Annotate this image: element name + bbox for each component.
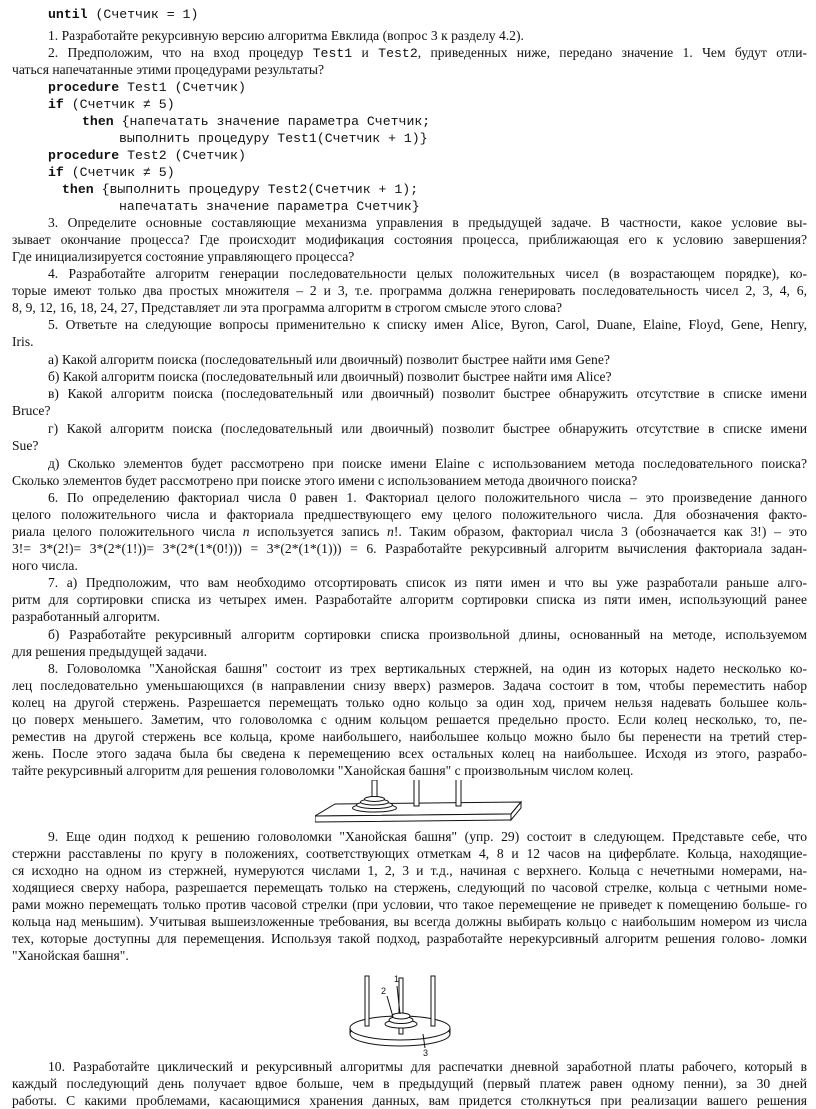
task-9-line-4: ходящиеся сверху набора, разрешается перемещать только на стержень, следующий по часовой стрелке, кольца с четными номе- [12, 880, 807, 895]
task-4-line-2: торые имеют только два простых множителя – 2 и 3, т.е. программа должна генерировать последовательность чисел 2, 3, 4, 6, [12, 283, 807, 298]
code-procedure-test1 [48, 79, 246, 96]
hanoi-tower-figure [315, 780, 525, 826]
task-9-line-1: 9. Еще один подход к решению головоломки "Ханойская башня" (упр. 29) состоит в следующем. Представьте себе, что [48, 829, 807, 844]
task-9-line-2: стержни расставлены по кругу в положениях, соответствующих отметкам 4, 8 и 12 часов на циферблате. Кольца, находящие- [12, 846, 807, 861]
code-then-2 [62, 181, 418, 198]
task-5-d-line-1: д) Сколько элементов будет рассмотрено при поиске имени Elaine с использованием метода последовательного поиска? [48, 456, 807, 471]
task-5-d-line-2: Сколько элементов будет рассмотрено при поиске этого имени с использованием метода двоичного поиска? [12, 473, 638, 488]
task-5-line-1: 5. Ответьте на следующие вопросы применительно к списку имен Alice, Byron, Carol, Duane, Elaine, Floyd, Gene, Henry, [48, 317, 807, 332]
task-6-text-c: !. Таким образом, факториал числа 3 (обозначается как 3!) – это [393, 524, 807, 539]
task-9-line-3: ся исходно на одном из стержней, нумеруются числами 1, 2, 3 и т.д., начиная с верхнего. Кольца с нечетными номерами, на- [12, 863, 807, 878]
task-7-b-line-2: для решения предыдущей задачи. [12, 644, 208, 659]
task-2-text-b: , приведенных ниже, передано значение 1. Чем будут отли- [417, 45, 807, 60]
keyword-if: if [48, 165, 64, 180]
task-6-var-n2: n [387, 524, 394, 539]
task-2-test1: Test1 [312, 46, 353, 61]
task-9-line-8: "Ханойская башня". [12, 948, 129, 963]
code-then-2-cont: напечатать значение параметра Счетчик} [119, 199, 420, 214]
task-3-line-3: Где инициализируется состояние управляющего процесса? [12, 249, 355, 264]
task-6-line-5: ного числа. [12, 558, 78, 573]
ring-1 [392, 1013, 410, 1019]
task-5-v-line-2: Bruce? [12, 403, 51, 418]
ring-smallest [365, 797, 385, 802]
task-8-line-4: цо поверх меньшего. Заметим, что головоломка с одним кольцом решается предельно просто. Если колец несколько, то, пе- [12, 712, 807, 727]
task-1: 1. Разработайте рекурсивную версию алгоритма Евклида (вопрос 3 к разделу 4.2). [48, 28, 524, 43]
rod-right [431, 976, 435, 1026]
task-6-line-1: 6. По определению факториал числа 0 равен 1. Факториал целого положительного числа – это произведение данного [48, 490, 807, 505]
task-9-line-6: кольца над меньшим). Учитывая вышеизложенные требования, вы всегда должны выбирать кольцо с наибольшим номером из числа [12, 914, 807, 929]
task-8-line-1: 8. Головоломка "Ханойская башня" состоит из трех вертикальных стержней, на один из которых надето несколько ко- [48, 661, 807, 676]
procedure-signature: Test1 (Счетчик) [119, 80, 246, 95]
rod-middle [414, 780, 419, 806]
code-then-1-cont: выполнить процедуру Test1(Счетчик + 1)} [119, 131, 428, 146]
then-body: {выполнить процедуру Test2(Счетчик + 1); [93, 182, 419, 197]
if-condition: (Счетчик ≠ 5) [63, 165, 175, 180]
task-3-line-2: зывает окончание процесса? Где происходит модификация состояния процесса, приближающая его к условию завершения? [12, 232, 807, 247]
task-5-b: б) Какой алгоритм поиска (последовательный или двоичный) позволит быстрее найти имя Alice? [48, 369, 612, 384]
task-4-line-3: 8, 9, 12, 16, 18, 24, 27, Представляет ли эта программа алгоритм в строгом смысле этого слова? [12, 300, 563, 315]
task-10-line-1: 10. Разработайте циклический и рекурсивный алгоритмы для распечатки дневной заработной платы рабочего, который в [48, 1059, 807, 1074]
keyword-if: if [48, 97, 64, 112]
task-2-test2: Test2 [378, 46, 418, 61]
task-7-b-line-1: б) Разработайте рекурсивный алгоритм сортировки списка произвольной длины, основанный на методе, используемом [48, 627, 807, 642]
task-2-line-1 [48, 44, 807, 62]
task-8-line-6: жень. После этого задача была бы сведена к перемещению всех остальных колец на наибольшее. Исходя из этого, разрабо- [12, 746, 807, 761]
task-5-v-line-1: в) Какой алгоритм поиска (последовательный или двоичный) позволит быстрее обнаружить отсутствие в списке имени [48, 386, 807, 401]
task-9-line-7: тех, которые доступны для перемещения. Используя такой подход, разработайте нерекурсивный алгоритм решения голово- ломки [12, 931, 807, 946]
task-6-line-4: 3!= 3*(2!)= 3*(2*(1!))= 3*(2*(1*(0!))) = 3*(2*(1*(1))) = 6. Разработайте рекурсивный алгоритм вычисления факториала задан- [12, 541, 807, 556]
keyword-procedure: procedure [48, 148, 120, 163]
keyword-procedure: procedure [48, 80, 120, 95]
task-8-line-3: колец на другой стержень. Разрешается перемещать только одно кольцо за один ход, причем нельзя надевать большее коль- [12, 695, 807, 710]
code-if-1 [48, 96, 175, 113]
code-until-line [48, 6, 198, 23]
task-5-line-2: Iris. [12, 334, 34, 349]
code-then-1 [82, 113, 430, 130]
task-2-text-a: 2. Предположим, что на вход процедур [48, 45, 304, 60]
if-condition: (Счетчик ≠ 5) [63, 97, 175, 112]
board-front [315, 814, 511, 822]
task-7-line-1: 7. а) Предположим, что вам необходимо отсортировать список из пяти имен и что вы уже разработали раньше алго- [48, 575, 807, 590]
task-8-line-5: реместив на другой стержень все кольца, кроме наибольшего, наибольшее кольцо можно было бы перенести на третий стер- [12, 729, 807, 744]
task-5-g-line-2: Sue? [12, 438, 39, 453]
task-6-line-3 [12, 523, 807, 540]
task-7-line-2: ритм для сортировки списка из четырех имен. Разработайте алгоритм сортировки списка из пяти имен, использующий ранее [12, 592, 807, 607]
keyword-then: then [62, 182, 94, 197]
task-9-line-5: рами можно перемещать только против часовой стрелки (при условии, что такое перемещение не приведет к помещению больше- го [12, 897, 807, 912]
rod-left [365, 976, 369, 1026]
circular-hanoi-figure [345, 968, 455, 1058]
task-2-and: и [361, 45, 369, 60]
task-6-line-2: целого положительного числа и факториала предшествующего ему целого положительного числа. Для обозначения факто- [12, 507, 807, 522]
task-8-line-7: тайте рекурсивный алгоритм для решения головоломки "Ханойская башня" с произвольным числом колец. [12, 763, 634, 778]
label-3: 3 [423, 1048, 429, 1058]
task-2-line-2: чаться напечатанные этими процедурами результаты? [12, 62, 324, 77]
task-5-a: а) Какой алгоритм поиска (последовательный или двоичный) позволит быстрее найти имя Gene? [48, 352, 610, 367]
task-10-line-3: работы. С какими проблемами, касающимися хранения данных, вам придется столкнуться при реализации вашего решения [12, 1093, 807, 1108]
label-1: 1 [394, 974, 400, 984]
task-4-line-1: 4. Разработайте алгоритм генерации последовательности целых положительных чисел (в возрастающем порядке), ко- [48, 266, 807, 281]
task-3-line-1: 3. Определите основные составляющие механизма управления в предыдущей задаче. В частности, какое условие вы- [48, 215, 807, 230]
code-if-2 [48, 164, 175, 181]
keyword-until: until [48, 7, 88, 22]
label-2: 2 [381, 986, 387, 996]
task-10-line-2: каждый последующий день получает вдвое больше, чем в предыдущий (первый платеж равен одному пенни), за 30 дней [12, 1076, 807, 1091]
task-6-var-n: n [242, 524, 250, 539]
keyword-then: then [82, 114, 114, 129]
task-8-line-2: лец последовательно уменьшающихся (в направлении снизу вверх) размеров. Задача состоит в том, чтобы переместить набор [12, 678, 807, 693]
then-body: {напечатать значение параметра Счетчик; [113, 114, 431, 129]
until-condition: (Счетчик = 1) [87, 7, 199, 22]
rod-right [456, 780, 461, 806]
task-7-line-3: разработанный алгоритм. [12, 609, 161, 624]
task-6-text-a: риала целого положительного числа [12, 524, 243, 539]
task-6-text-b: используется запись [249, 524, 388, 539]
code-procedure-test2 [48, 147, 246, 164]
procedure-signature: Test2 (Счетчик) [119, 148, 246, 163]
task-5-g-line-1: г) Какой алгоритм поиска (последовательный или двоичный) позволит быстрее обнаружить отсутствие в списке имени [48, 421, 807, 436]
